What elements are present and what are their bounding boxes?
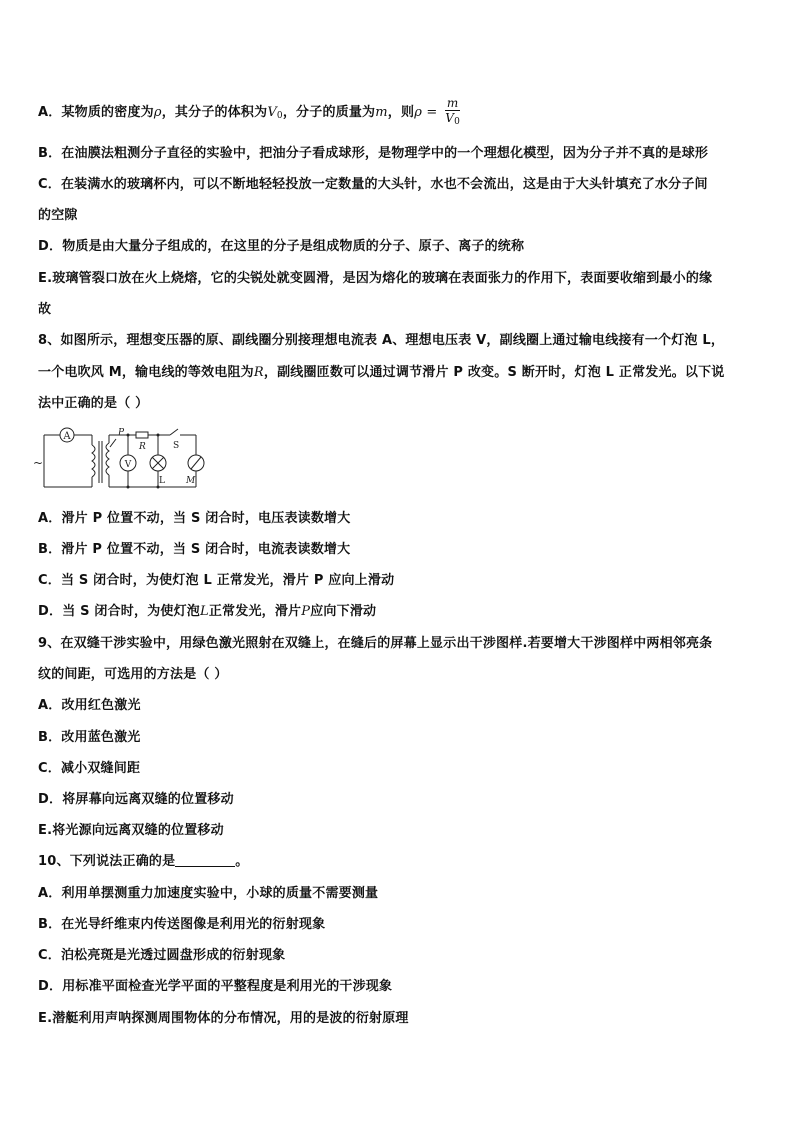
q7-option-c-line2: 的空隙 [38,208,78,223]
q9-stem-line1: 9、在双缝干涉实验中，用绿色激光照射在双缝上，在缝后的屏幕上显示出干涉图样.若要增大干涉图样中两相邻亮条 [38,636,713,651]
lamp-l-label: L [159,476,165,486]
q8-option-a: A．滑片 P 位置不动，当 S 闭合时，电压表读数增大 [38,511,351,526]
q8-option-d: D．当 S 闭合时，为使灯泡L正常发光，滑片P应向下滑动 [38,604,377,619]
q7-option-c-line1: C．在装满水的玻璃杯内，可以不断地轻轻投放一定数量的大头针，水也不会流出，这是由于大头针填充了水分子间 [38,177,708,192]
slider-p-label: P [118,428,125,438]
resistor-r-label: R [139,442,146,452]
q10-option-d: D．用标准平面检查光学平面的平整程度是利用光的干涉现象 [38,979,393,994]
density-fraction: $\frac{m}{V_0}$ [445,96,461,127]
q8-option-b: B．滑片 P 位置不动，当 S 闭合时，电流表读数增大 [38,542,351,557]
q7-option-a: A．某物质的密度为ρ，其分子的体积为$V_0$，分子的质量为m，则ρ = $\frac{m}{V_0}$ [38,96,461,127]
q9-option-b: B．改用蓝色激光 [38,730,141,745]
motor-m-label: M [186,476,196,486]
q8-stem-line1: 8、如图所示，理想变压器的原、副线圈分别接理想电流表 A、理想电压表 V，副线圈上通过输电线接有一个灯泡 L， [38,333,725,348]
q7-option-b: B．在油膜法粗测分子直径的实验中，把油分子看成球形，是物理学中的一个理想化模型，因为分子并不真的是球形 [38,146,709,161]
q7-option-e-line2: 故 [38,302,52,317]
ac-source-symbol: ~ [32,456,44,470]
q10-option-e: E.潜艇利用声呐探测周围物体的分布情况，用的是波的衍射原理 [38,1011,409,1026]
q9-option-a: A．改用红色激光 [38,698,141,713]
q10-option-b: B．在光导纤维束内传送图像是利用光的衍射现象 [38,917,326,932]
q7-option-d: D．物质是由大量分子组成的，在这里的分子是组成物质的分子、原子、离子的统称 [38,239,525,254]
transformer-circuit-diagram [32,425,206,495]
voltmeter-label: V [124,460,132,470]
q10-option-a: A．利用单摆测重力加速度实验中，小球的质量不需要测量 [38,886,379,901]
q9-option-e: E.将光源向远离双缝的位置移动 [38,823,224,838]
q8-option-c: C．当 S 闭合时，为使灯泡 L 正常发光，滑片 P 应向上滑动 [38,573,395,588]
answer-blank [175,853,235,867]
q10-stem: 10、下列说法正确的是 。 [38,854,249,869]
q9-option-d: D．将屏幕向远离双缝的位置移动 [38,792,234,807]
q7-option-e-line1: E.玻璃管裂口放在火上烧熔，它的尖锐处就变圆滑，是因为熔化的玻璃在表面张力的作用下，表面要收缩到最小的缘 [38,271,713,286]
q8-stem-line2: 一个电吹风 M，输电线的等效电阻为R，副线圈匝数可以通过调节滑片 P 改变。S 断开时，灯泡 L 正常发光。以下说 [38,365,725,380]
q9-option-c: C．减小双缝间距 [38,761,141,776]
switch-s-label: S [173,441,180,451]
q8-stem-line3: 法中正确的是（ ） [38,396,149,411]
q10-option-c: C．泊松亮斑是光透过圆盘形成的衍射现象 [38,948,286,963]
ammeter-label: A [63,431,71,442]
q9-stem-line2: 纹的间距，可选用的方法是（ ） [38,667,228,682]
